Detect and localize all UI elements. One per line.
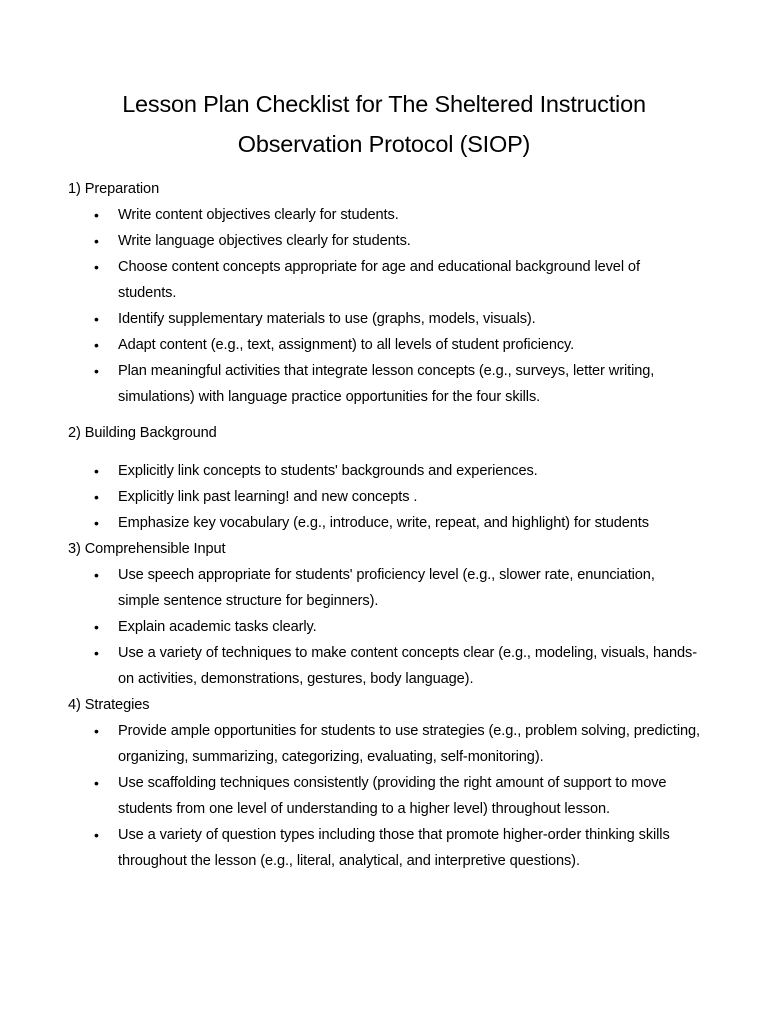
bullet-icon: • (94, 619, 99, 635)
list-item (68, 306, 700, 332)
bullet-icon: • (94, 567, 99, 583)
list-item (68, 358, 700, 410)
bullet-icon: • (94, 207, 99, 223)
list-item-text: Provide ample opportunities for students to use strategies (e.g., problem solving, predicting, organizing, summarizing, categorizing, evaluating, self-monitoring). (118, 723, 700, 765)
document-title-line-2: Observation Protocol (SIOP) (237, 131, 531, 157)
document-title (68, 84, 700, 164)
list-item (68, 458, 700, 484)
list-item-text: Use speech appropriate for students' proficiency level (e.g., slower rate, enunciation, simple sentence structure for beginners). (118, 567, 655, 609)
bullet-icon: • (94, 489, 99, 505)
bullet-icon: • (94, 311, 99, 327)
checklist-items (68, 718, 700, 874)
list-item-text: Emphasize key vocabulary (e.g., introduce, write, repeat, and highlight) for students (118, 515, 649, 531)
list-item-text: Use a variety of techniques to make content concepts clear (e.g., modeling, visuals, hands-on activities, demonstrations, gestures, body language). (118, 645, 698, 687)
list-item-text: Choose content concepts appropriate for age and educational background level of students. (118, 259, 640, 301)
list-item (68, 770, 700, 822)
bullet-icon: • (94, 259, 99, 275)
section-strategies (68, 692, 700, 874)
section-heading: 1) Preparation (68, 181, 160, 197)
bullet-icon: • (94, 233, 99, 249)
checklist-items (68, 562, 700, 692)
list-item (68, 228, 700, 254)
list-item-text: Explicitly link concepts to students' backgrounds and experiences. (118, 463, 538, 479)
section-preparation (68, 176, 700, 410)
list-item (68, 202, 700, 228)
list-item-text: Explain academic tasks clearly. (118, 619, 317, 635)
list-item-text: Identify supplementary materials to use (graphs, models, visuals). (118, 311, 536, 327)
list-item (68, 640, 700, 692)
bullet-icon: • (94, 463, 99, 479)
list-item (68, 822, 700, 874)
list-item-text: Write language objectives clearly for students. (118, 233, 411, 249)
list-item (68, 614, 700, 640)
list-item (68, 718, 700, 770)
bullet-icon: • (94, 515, 99, 531)
checklist-items (68, 458, 700, 536)
bullet-icon: • (94, 337, 99, 353)
document-title-line-1: Lesson Plan Checklist for The Sheltered Instruction (122, 91, 646, 117)
bullet-icon: • (94, 723, 99, 739)
checklist-items (68, 202, 700, 410)
section-heading: 4) Strategies (68, 697, 150, 713)
list-item-text: Use a variety of question types including those that promote higher-order thinking skills throughout the lesson (e.g., literal, analytical, and interpretive questions). (118, 827, 670, 869)
list-item-text: Adapt content (e.g., text, assignment) to all levels of student proficiency. (118, 337, 575, 353)
section-heading: 2) Building Background (68, 425, 217, 441)
section-building-background (68, 420, 700, 536)
list-item-text: Use scaffolding techniques consistently (providing the right amount of support to move students from one level of understanding to a higher level) throughout lesson. (118, 775, 667, 817)
list-item (68, 484, 700, 510)
list-item (68, 510, 700, 536)
list-item-text: Plan meaningful activities that integrate lesson concepts (e.g., surveys, letter writing, simulations) with language practice opportunities for the four skills. (118, 363, 655, 405)
list-item (68, 254, 700, 306)
section-comprehensible-input (68, 536, 700, 692)
bullet-icon: • (94, 827, 99, 843)
bullet-icon: • (94, 645, 99, 661)
bullet-icon: • (94, 363, 99, 379)
list-item-text: Explicitly link past learning! and new concepts . (118, 489, 418, 505)
list-item (68, 332, 700, 358)
section-heading: 3) Comprehensible Input (68, 541, 226, 557)
bullet-icon: • (94, 775, 99, 791)
list-item-text: Write content objectives clearly for students. (118, 207, 399, 223)
list-item (68, 562, 700, 614)
